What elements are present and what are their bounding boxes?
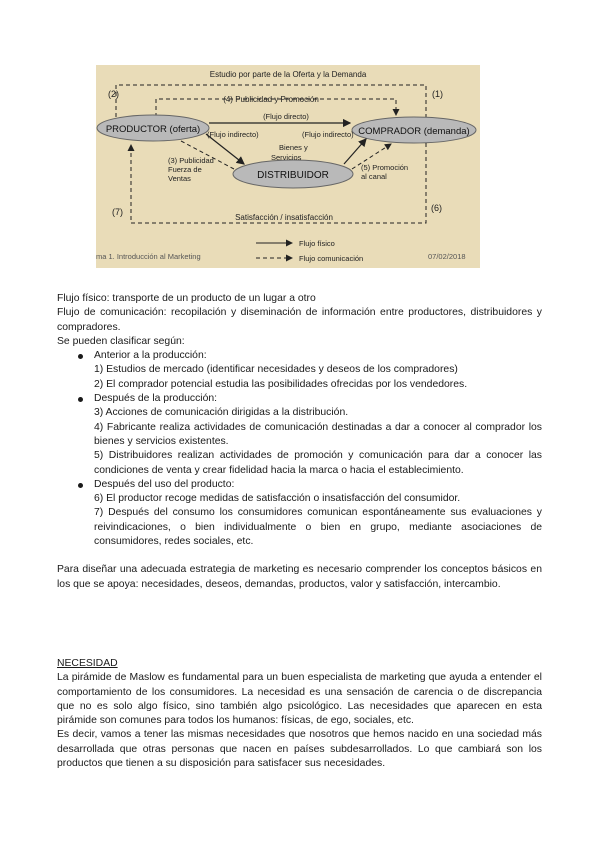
figure-footer-left: ma 1. Introducción al Marketing <box>96 252 201 261</box>
list-item <box>57 478 542 549</box>
list-subitem: 6) El productor recoge medidas de satisfacción o insatisfacción del consumidor. <box>94 493 461 505</box>
necesidad-section <box>57 657 542 771</box>
list-subitem: 7) Después del consumo los consumidores comunican espontáneamente sus evaluaciones y reivindicaciones, o bien individualmente o bien en grupo, mediante asociaciones de consumidores, redes sociales, etc. <box>94 507 542 548</box>
list-subitem: 1) Estudios de mercado (identificar necesidades y deseos de los compradores) <box>94 364 458 376</box>
list-item <box>57 349 542 392</box>
productor-label: PRODUCTOR (oferta) <box>105 124 201 135</box>
label-3-line3: Ventas <box>168 174 191 183</box>
document-body <box>57 292 542 592</box>
diagram-title: Estudio por parte de la Oferta y la Demanda <box>209 70 367 79</box>
bullet-icon <box>78 483 83 488</box>
list-subitem: 2) El comprador potencial estudia las posibilidades ofrecidas por los vendedores. <box>94 378 468 390</box>
label-flujo-indirecto-right: (Flujo indirecto) <box>302 130 354 139</box>
label-3-line1: (3) Publicidad <box>168 156 214 165</box>
label-bienes: Bienes y <box>279 143 308 152</box>
label-flujo-directo: (Flujo directo) <box>263 112 309 121</box>
list-subitem: 3) Acciones de comunicación dirigidas a la distribución. <box>94 407 349 419</box>
necesidad-heading: NECESIDAD <box>57 658 118 669</box>
list-subitem: 4) Fabricante realiza actividades de comunicación destinadas a dar a conocer al comprador los bienes y servicios existentes. <box>94 421 542 447</box>
flujo-fisico-definition: Flujo físico: transporte de un producto de un lugar a otro <box>57 293 316 304</box>
estrategia-paragraph: Para diseñar una adecuada estrategia de marketing es necesario comprender los conceptos básicos en los que se apoya: necesidades, deseos, demandas, productos, valor y satisfacción, intercambio. <box>57 564 542 590</box>
necesidad-paragraph-2: Es decir, vamos a tener las mismas necesidades que nosotros que hemos nacido en una sociedad más desarrollada que otras personas que nacen en países subdesarrollados. Lo que cambiará son los productos que tienen a su disposición para satisfacer sus necesidades. <box>57 729 542 770</box>
group-title: Después de la producción: <box>94 393 218 405</box>
diagram-svg <box>96 65 480 268</box>
label-6: (6) <box>431 203 442 213</box>
flujo-comunicacion-definition: Flujo de comunicación: recopilación y diseminación de información entre productores, distribuidores y compradores. <box>57 307 542 333</box>
figure-footer-date: 07/02/2018 <box>428 252 466 261</box>
clasificar-intro: Se pueden clasificar según: <box>57 335 185 347</box>
legend-fisico-label: Flujo físico <box>299 239 335 248</box>
label-servicios: Servicios <box>271 153 302 162</box>
label-5-line1: (5) Promoción <box>361 163 409 172</box>
label-flujo-indirecto-left: (Flujo indirecto) <box>207 130 259 139</box>
comprador-label: COMPRADOR (demanda) <box>358 126 470 137</box>
label-5-line2: al canal <box>361 172 387 181</box>
label-1: (1) <box>432 89 443 99</box>
list-subitem: 5) Distribuidores realizan actividades de promoción y comunicación para dar a conocer las condiciones de venta y crear fidelidad hacia la marca o hacia el establecimiento. <box>94 450 542 476</box>
legend-comunicacion-label: Flujo comunicación <box>299 254 364 263</box>
distribuidor-label: DISTRIBUIDOR <box>257 170 329 181</box>
bullet-icon <box>78 354 83 359</box>
bullet-icon <box>78 397 83 402</box>
group-title: Anterior a la producción: <box>94 350 207 362</box>
label-7: (7) <box>112 207 123 217</box>
list-item <box>57 392 542 478</box>
label-2: (2) <box>108 89 119 99</box>
classification-list <box>57 349 542 549</box>
label-4: (4) Publicidad y Promoción <box>223 95 319 104</box>
marketing-flow-diagram <box>96 65 480 268</box>
label-3-line2: Fuerza de <box>168 165 202 174</box>
necesidad-paragraph-1: La pirámide de Maslow es fundamental para un buen especialista de marketing que ayuda a entender el comportamiento de los consumidores. La necesidad es una sensación de carencia o de discrepancia que no es solo algo físico, sino también algo psicológico. Las necesidades que aparecen en esta pirámide son comunes para todos los humanos: físicas, de ego, sociales, etc. <box>57 672 542 727</box>
group-title: Después del uso del producto: <box>94 478 235 490</box>
label-satisfaccion: Satisfacción / insatisfacción <box>235 213 333 222</box>
